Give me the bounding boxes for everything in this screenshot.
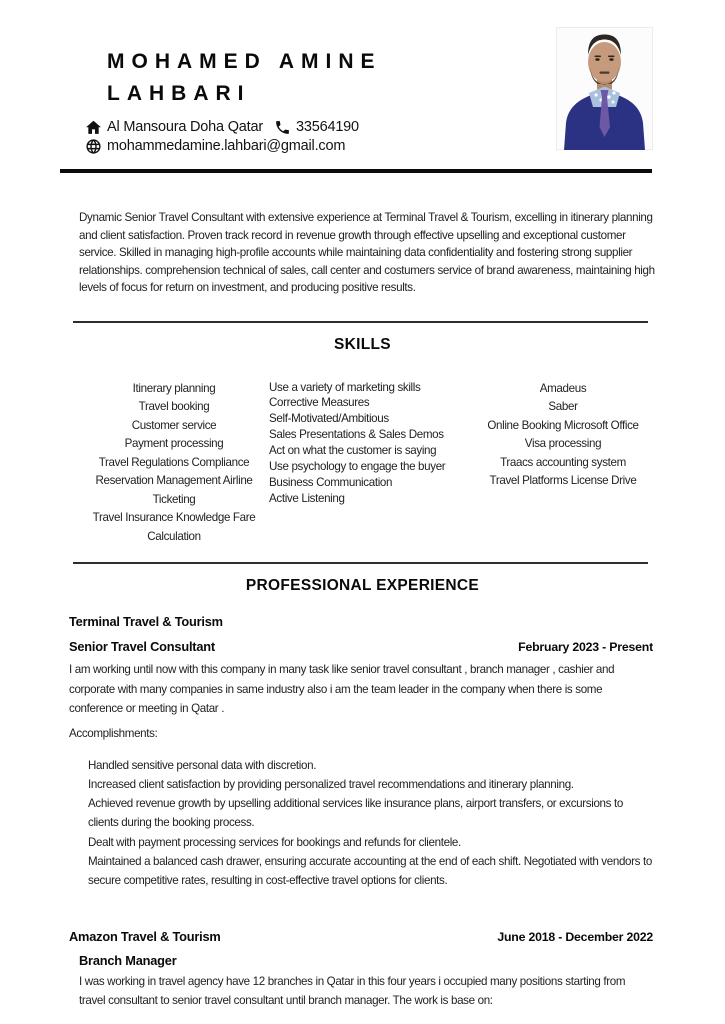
company-date-row: [69, 929, 653, 944]
skills-title: SKILLS: [334, 335, 391, 353]
job-dates: February 2023 - Present: [518, 640, 653, 654]
skills-column-2: [265, 380, 475, 547]
skill-item: Act on what the customer is saying: [269, 444, 437, 458]
address-text: Al Mansoura Doha Qatar: [107, 119, 263, 135]
skill-item: Traacs accounting system: [500, 455, 626, 469]
skill-item: Travel Insurance Knowledge Fare Calculation: [92, 511, 256, 543]
phone-icon: [274, 119, 291, 136]
name-line-1: MOHAMED AMINE: [107, 50, 382, 73]
job-dates: June 2018 - December 2022: [497, 929, 653, 944]
phone-text: 33564190: [296, 119, 359, 135]
profile-photo: [556, 27, 653, 150]
skill-item: Use a variety of marketing skills: [269, 380, 421, 394]
job-description: I was working in travel agency have 12 branches in Qatar in this four years i occupied many positions starting from travel consultant to senior travel consultant until branch manager. The work is base on:: [79, 974, 626, 1008]
contact-block: [85, 118, 556, 156]
globe-icon: [85, 138, 102, 155]
name-line-2: LAHBARI: [107, 82, 251, 105]
skill-item: Saber: [548, 400, 578, 413]
skill-item: Online Booking Microsoft Office: [487, 418, 639, 432]
accomplishment-item: Increased client satisfaction by providing personalized travel recommendations and itinerary planning.: [88, 777, 574, 791]
skill-item: Active Listening: [269, 491, 345, 505]
skills-grid: [83, 380, 653, 547]
skill-item: Itinerary planning: [132, 381, 216, 395]
skill-item: Reservation Management Airline Ticketing: [95, 474, 253, 506]
accomplishments-label: Accomplishments:: [69, 726, 158, 740]
skills-rule: [73, 321, 648, 323]
experience-section: [69, 614, 653, 1011]
job-terminal-travel: [69, 614, 653, 891]
skills-column-1: [83, 380, 265, 547]
header: [0, 0, 725, 156]
summary-paragraph: Dynamic Senior Travel Consultant with extensive experience at Terminal Travel & Tourism, excelling in itinerary planning and client satisfaction. Proven track record in revenue growth through effective upselling and exceptional customer service. Skilled in managing high-profile accounts while maintaining data confidentiality and fostering strong supplier relationships. comprehension technical of sales, call center and costumers service of brand awareness, maintaining high levels of focus for return on investment, and producing positive results.: [79, 211, 655, 294]
skill-item: Sales Presentations & Sales Demos: [269, 428, 444, 442]
accomplishments-list: [69, 756, 653, 891]
role-date-row: [69, 639, 653, 654]
accomplishment-item: Maintained a balanced cash drawer, ensuring accurate accounting at the end of each shift. Negotiated with vendors to secure competitive rates, resulting in cost-effective travel options for clients.: [88, 854, 652, 888]
skill-item: Business Communication: [269, 475, 393, 489]
job-amazon-travel: [69, 929, 653, 1011]
skill-item: Corrective Measures: [269, 396, 370, 410]
job-role: Branch Manager: [79, 952, 177, 968]
skill-item: Travel Platforms License Drive: [489, 474, 637, 487]
accomplishment-item: Handled sensitive personal data with discretion.: [88, 758, 317, 772]
skill-item: Travel booking: [138, 400, 210, 413]
header-identity: [69, 26, 556, 156]
home-icon: [85, 119, 102, 136]
job-role: Senior Travel Consultant: [69, 639, 215, 654]
accomplishment-item: Dealt with payment processing services for bookings and refunds for clientele.: [88, 835, 461, 849]
skill-item: Use psychology to engage the buyer: [269, 460, 446, 474]
company-name: Terminal Travel & Tourism: [69, 614, 223, 629]
skill-item: Payment processing: [124, 437, 224, 450]
experience-title: PROFESSIONAL EXPERIENCE: [245, 577, 480, 594]
skill-item: Amadeus: [539, 381, 587, 395]
skill-item: Self-Motivated/Ambitious: [269, 412, 389, 426]
contact-row-email: [85, 137, 556, 156]
email-text: mohammedamine.lahbari@gmail.com: [107, 138, 346, 154]
company-name: Amazon Travel & Tourism: [69, 928, 221, 944]
skill-item: Travel Regulations Compliance: [98, 455, 250, 469]
skill-item: Visa processing: [524, 437, 602, 450]
skill-item: Customer service: [131, 418, 217, 432]
skills-column-3: [483, 380, 643, 547]
contact-row-address-phone: [85, 118, 556, 137]
job-description: I am working until now with this company in many task like senior travel consultant , branch manager , cashier and corporate with many companies in same industry also i am the team leader in the company when there is some conference or meeting in Qatar .: [69, 663, 615, 715]
accomplishment-item: Achieved revenue growth by upselling additional services like insurance plans, airport transfers, or excursions to clients during the booking process.: [88, 797, 623, 830]
experience-rule: [73, 562, 648, 564]
header-divider: [60, 169, 652, 173]
